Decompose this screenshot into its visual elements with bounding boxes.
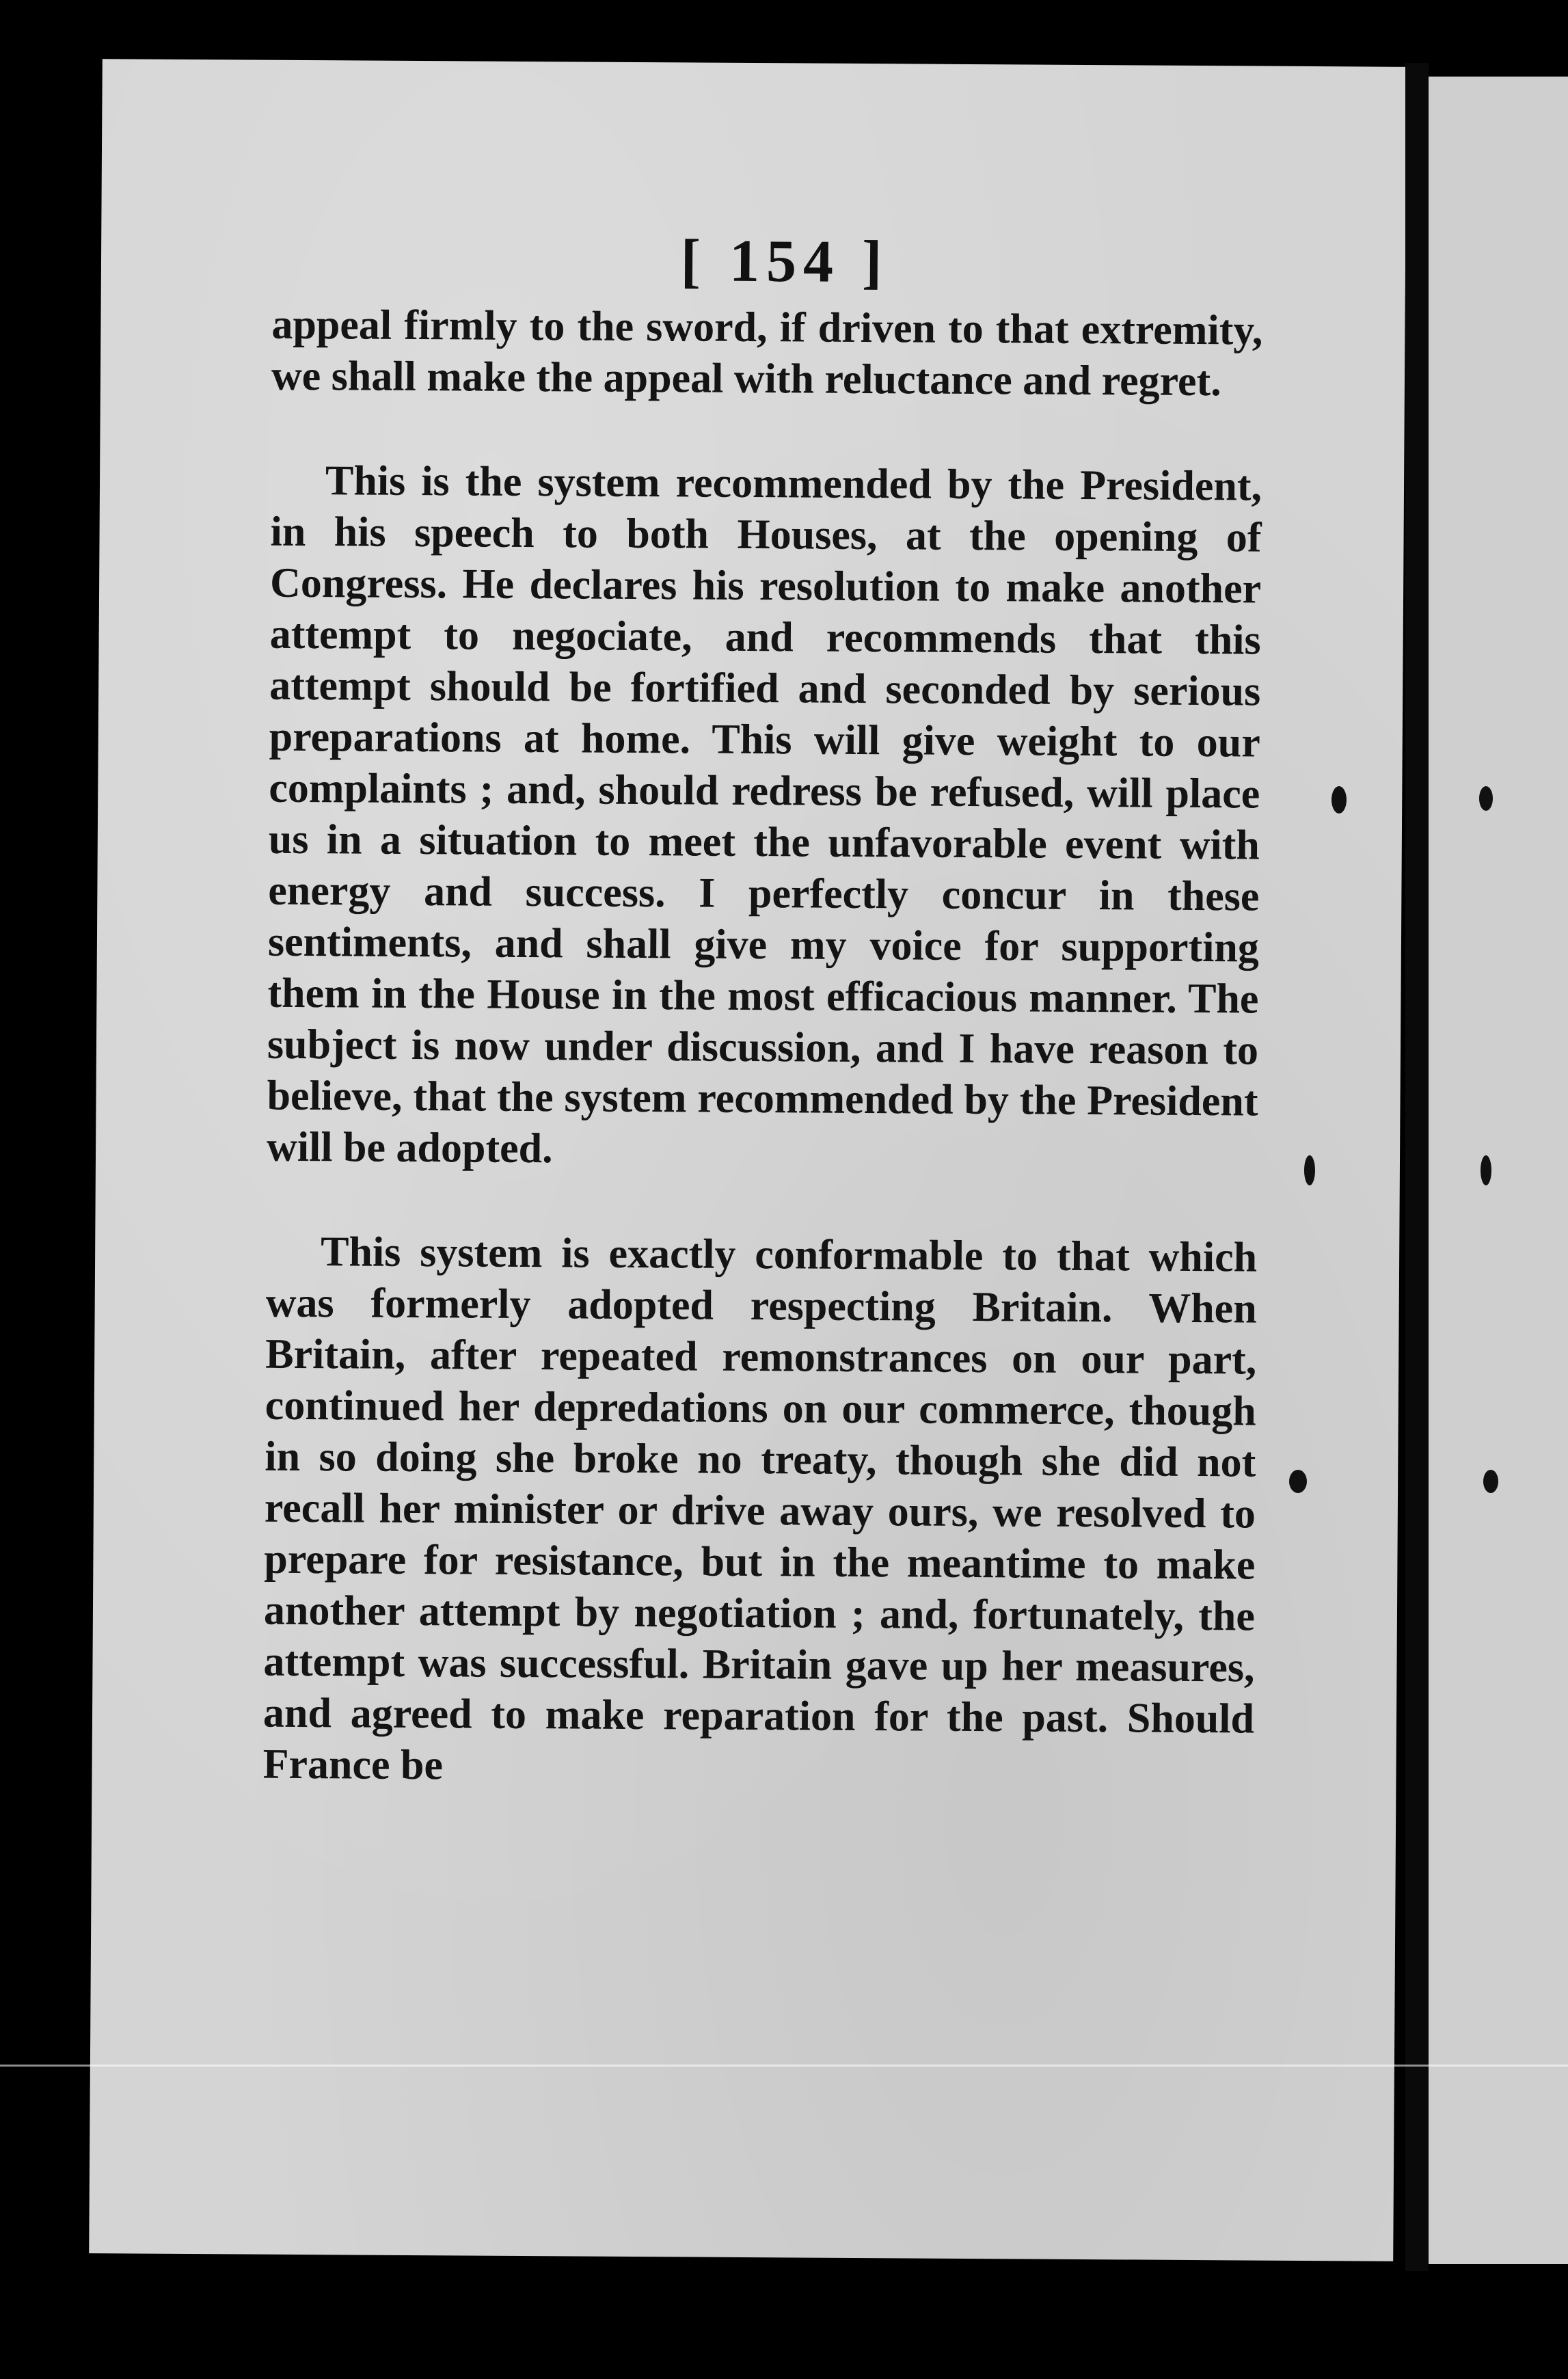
ink-speck xyxy=(1483,1470,1498,1493)
book-gutter xyxy=(1405,63,1429,2271)
ink-speck xyxy=(1481,1155,1491,1185)
paragraph-3: This system is exactly conformable to that which was formerly adopted respecting Britain. When Britain, after repeated remonstrances on our part, continued her depredations on our commerce, though in so doing she broke no treaty, though she did not recall her minister or drive away ours, we resolved to prepare for resistance, but in the meantime to make another attempt by negotiation ; and, fortunately, the attempt was successful. Britain gave up her measures, and agreed to make reparation for the past. Should France be xyxy=(262,1228,1258,1789)
scan-artifact-line xyxy=(0,2065,1568,2067)
facing-page-edge xyxy=(1429,77,1568,2264)
book-page xyxy=(89,59,1407,2261)
ink-speck xyxy=(1479,786,1493,811)
ink-speck xyxy=(1289,1470,1307,1493)
body-text xyxy=(262,299,1263,1850)
paragraph-2: This is the system recommended by the President, in his speech to both Houses, at the opening of Congress. He declares his resolution to make another attempt to negociate, and recommends that this attempt should be fortified and seconded by serious preparations at home. This will give weight to our complaints ; and, should redress be refused, will place us in a situation to meet the unfavorable event with energy and success. I perfectly concur in these sentiments, and shall give my voice for supporting them in the House in the most efficacious manner. The subject is now under discussion, and I have reason to believe, that the system recommended by the President will be adopted. xyxy=(266,457,1262,1172)
ink-speck xyxy=(1304,1155,1315,1185)
page-number: [ 154 ] xyxy=(680,228,889,296)
paragraph-1: appeal firmly to the sword, if driven to that extremity, we shall make the appeal with reluctance and regret. xyxy=(271,301,1263,405)
ink-speck xyxy=(1332,786,1347,814)
